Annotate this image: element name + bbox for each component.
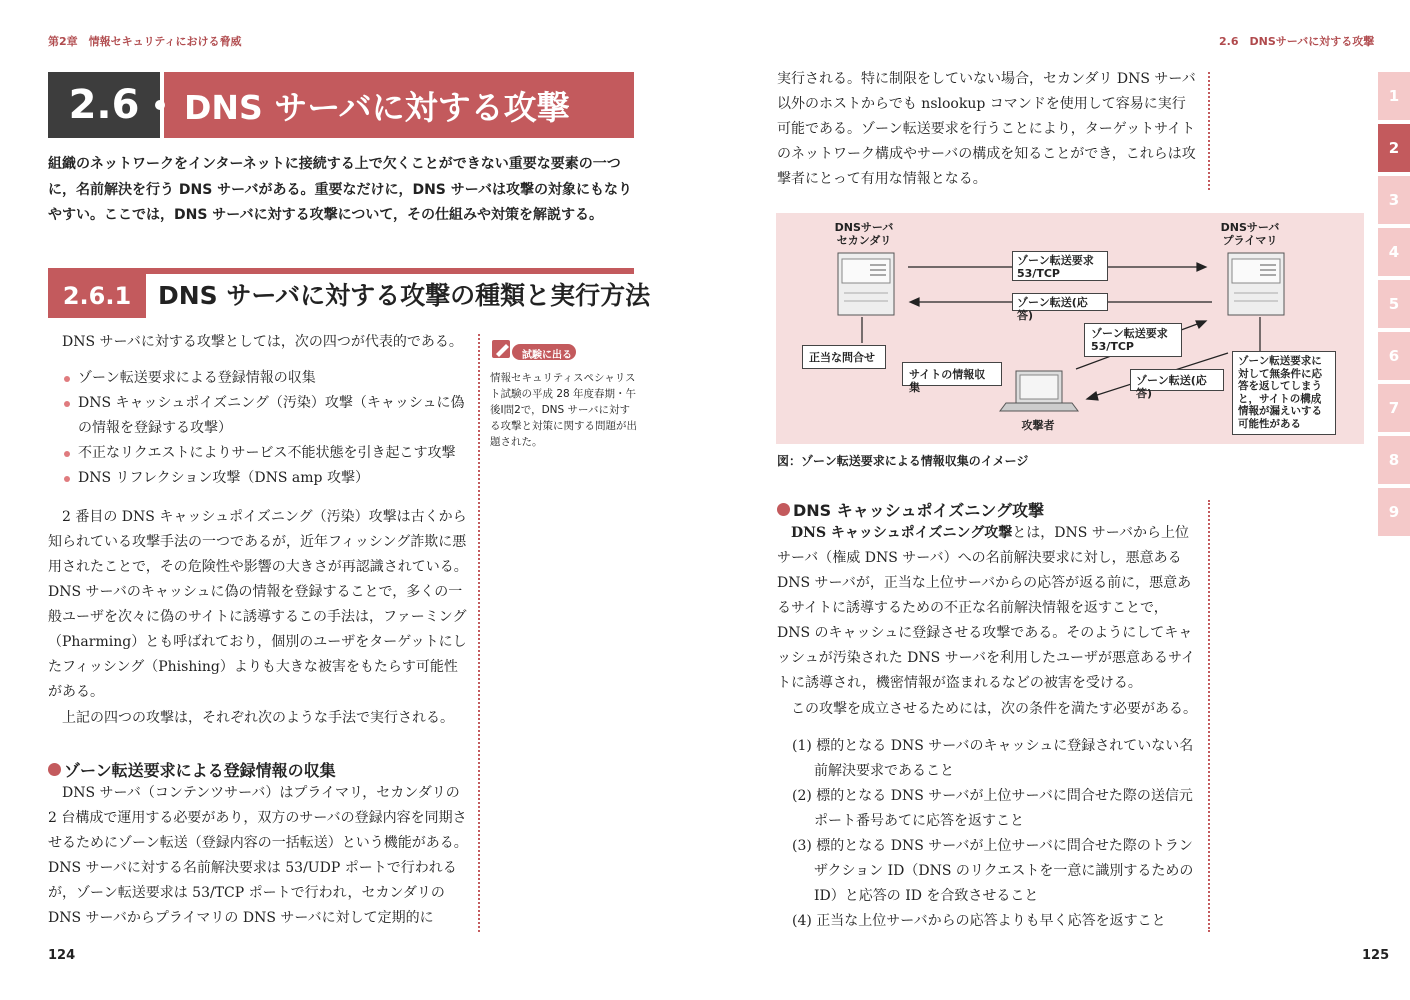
chapter-tab-7[interactable]: 7 bbox=[1378, 384, 1410, 432]
list-item: ゾーン転送要求による登録情報の収集 bbox=[64, 366, 469, 391]
primary-label-line-1: DNSサーバ bbox=[1220, 221, 1280, 234]
chapter-tab-3[interactable]: 3 bbox=[1378, 176, 1410, 224]
figure-caption: 図：ゾーン転送要求による情報収集のイメージ bbox=[777, 454, 1029, 468]
primary-label-line-2: プライマリ bbox=[1222, 234, 1278, 247]
chapter-tab-9[interactable]: 9 bbox=[1378, 488, 1410, 536]
primary-server-icon bbox=[1228, 253, 1284, 315]
left-column-divider bbox=[478, 334, 480, 932]
exam-note-text: 情報セキュリティスペシャリスト試験の平成 28 年度春期・午後Ⅰ問2で，DNS サーバに対する攻撃と対策に関する問題が出題された。 bbox=[490, 372, 637, 448]
list-item: (3) 標的となる DNS サーバが上位サーバに問合せた際のトランザクション ID（DNS のリクエストを一意に識別するための ID）と応答の ID を合致させること bbox=[792, 838, 1194, 904]
left-paragraph-4: DNS サーバ（コンテンツサーバ）はプライマリ，セカンダリの 2 台構成で運用する必要があり，双方のサーバの登録内容を同期させるためにゾーン転送（登録内容の一括転送）という機能がある。DNS サーバに対する名前解決要求は 53/UDP ポートで行われるが，ゾーン転送要求は 53/TCP ポートで行われ，セカンダリの DNS サーバからプライマリの DNS サーバに対して定期的に bbox=[48, 785, 468, 926]
left-paragraph-1: DNS サーバに対する攻撃としては，次の四つが代表的である。 bbox=[62, 334, 463, 350]
exam-badge bbox=[490, 334, 576, 364]
legit-query-box: 正当な問合せ bbox=[802, 345, 886, 369]
page-number-right: 125 bbox=[1362, 948, 1390, 963]
section-dot-icon bbox=[155, 100, 165, 110]
zone-response-box-2: ゾーン転送(応答) bbox=[1130, 369, 1224, 391]
zone-request-2-port: 53/TCP bbox=[1091, 340, 1134, 353]
chapter-tab-5[interactable]: 5 bbox=[1378, 280, 1410, 328]
cache-poisoning-heading bbox=[777, 498, 1044, 521]
bullet-dot-icon bbox=[777, 503, 790, 516]
chapter-tab-4[interactable]: 4 bbox=[1378, 228, 1410, 276]
cache-poisoning-lead: DNS キャッシュポイズニング攻撃 bbox=[791, 525, 1013, 541]
list-item: DNS キャッシュポイズニング（汚染）攻撃（キャッシュに偽の情報を登録する攻撃） bbox=[64, 391, 469, 441]
chapter-tab-2[interactable]: 2 bbox=[1378, 124, 1410, 172]
right-paragraph-2: この攻撃を成立させるためには，次の条件を満たす必要がある。 bbox=[791, 701, 1197, 717]
cache-poisoning-heading-text: DNS キャッシュポイズニング攻撃 bbox=[793, 501, 1044, 520]
chapter-tab-8[interactable]: 8 bbox=[1378, 436, 1410, 484]
attacker-label: 攻撃者 bbox=[1021, 419, 1055, 432]
left-paragraph-3: 上記の四つの攻撃は，それぞれ次のような手法で実行される。 bbox=[62, 710, 454, 726]
zone-request-2-text: ゾーン転送要求 bbox=[1091, 327, 1168, 340]
section-intro: 組織のネットワークをインターネットに接続する上で欠くことができない重要な要素の一つに，名前解決を行う DNS サーバがある。重要なだけに，DNS サーバは攻撃の対象にもなりやすい。ここでは，DNS サーバに対する攻撃について，その仕組みや対策を解説する。 bbox=[48, 156, 633, 223]
right-paragraph-cont: 実行される。特に制限をしていない場合，セカンダリ DNS サーバ以外のホストからでも nslookup コマンドを使用して容易に実行可能である。ゾーン転送要求を行うことにより，ターゲットサイトのネットワーク構成やサーバの構成を知ることができ，これらは攻撃者にとって有用な情報となる。 bbox=[777, 71, 1196, 187]
zone-request-1-port: 53/TCP bbox=[1017, 267, 1060, 280]
list-item: DNS リフレクション攻撃（DNS amp 攻撃） bbox=[64, 466, 469, 491]
subsection-title: DNS サーバに対する攻撃の種類と実行方法 bbox=[158, 281, 651, 310]
section-number: 2.6 bbox=[48, 72, 160, 138]
right-column-divider bbox=[1208, 500, 1210, 932]
zone-transfer-figure bbox=[776, 213, 1364, 444]
chapter-tab-1[interactable]: 1 bbox=[1378, 72, 1410, 120]
cache-poisoning-body: とは，DNS サーバから上位サーバ（権威 DNS サーバ）への名前解決要求に対し，悪意ある DNS サーバが，正当な上位サーバからの応答が返る前に，悪意あるサイトに誘導するための不正な名前解決情報を返すことで，DNS のキャッシュに登録させる攻撃である。そのようにしてキャッシュが汚染された DNS サーバを利用したユーザが悪意あるサイトに誘導され，機密情報が盗まれるなどの被害を受ける。 bbox=[777, 525, 1196, 691]
attacker-laptop-icon bbox=[1000, 371, 1078, 411]
secondary-label-line-1: DNSサーバ bbox=[834, 221, 894, 234]
right-paragraph-1 bbox=[777, 521, 1197, 696]
list-item: 不正なリクエストによりサービス不能状態を引き起こす攻撃 bbox=[64, 441, 469, 466]
conditions-list bbox=[792, 734, 1202, 934]
bullet-dot-icon bbox=[48, 763, 61, 776]
exam-badge-label: 試験に出る bbox=[522, 350, 572, 361]
zone-request-box-2 bbox=[1084, 323, 1182, 357]
warning-box: ゾーン転送要求に対して無条件に応答を返してしまうと，サイトの構成情報が漏えいする可能性がある bbox=[1232, 351, 1336, 435]
site-info-box: サイトの情報収集 bbox=[902, 362, 1002, 386]
zone-transfer-heading bbox=[48, 758, 336, 781]
page-number-left: 124 bbox=[48, 948, 76, 963]
primary-server-label bbox=[1212, 221, 1288, 247]
list-item: (2) 標的となる DNS サーバが上位サーバに問合せた際の送信元ポート番号あてに応答を返すこと bbox=[792, 788, 1193, 829]
left-paragraph-2: 2 番目の DNS キャッシュポイズニング（汚染）攻撃は古くから知られている攻撃手法の一つであるが，近年フィッシング詐欺に悪用されたことで，その危険性や影響の大きさが再認識されている。DNS サーバのキャッシュに偽の情報を登録することで，多くの一般ユーザを次々に偽のサイトに誘導するこの手法は，ファーミング（Pharming）とも呼ばれており，個別のユーザをターゲットにしたフィッシング（Phishing）よりも大きな被害をもたらす可能性がある。 bbox=[48, 509, 468, 700]
list-item: (4) 正当な上位サーバからの応答よりも早く応答を返すこと bbox=[792, 913, 1166, 929]
attack-list bbox=[64, 366, 469, 491]
chapter-tab-6[interactable]: 6 bbox=[1378, 332, 1410, 380]
secondary-server-icon bbox=[838, 253, 894, 315]
section-title: DNS サーバに対する攻撃 bbox=[164, 72, 634, 138]
right-top-divider bbox=[1208, 72, 1210, 190]
zone-request-box-1 bbox=[1012, 251, 1108, 281]
zone-request-1-text: ゾーン転送要求 bbox=[1017, 254, 1094, 267]
list-item: (1) 標的となる DNS サーバのキャッシュに登録されていない名前解決要求であること bbox=[792, 738, 1194, 779]
zone-response-box-1: ゾーン転送(応答) bbox=[1012, 293, 1108, 311]
secondary-server-label bbox=[824, 221, 904, 247]
secondary-label-line-2: セカンダリ bbox=[836, 234, 892, 247]
running-header-left: 第2章 情報セキュリティにおける脅威 bbox=[48, 35, 242, 48]
zone-transfer-heading-text: ゾーン転送要求による登録情報の収集 bbox=[64, 761, 336, 780]
running-header-right: 2.6 DNSサーバに対する攻撃 bbox=[1219, 35, 1375, 48]
subsection-number: 2.6.1 bbox=[48, 274, 146, 318]
